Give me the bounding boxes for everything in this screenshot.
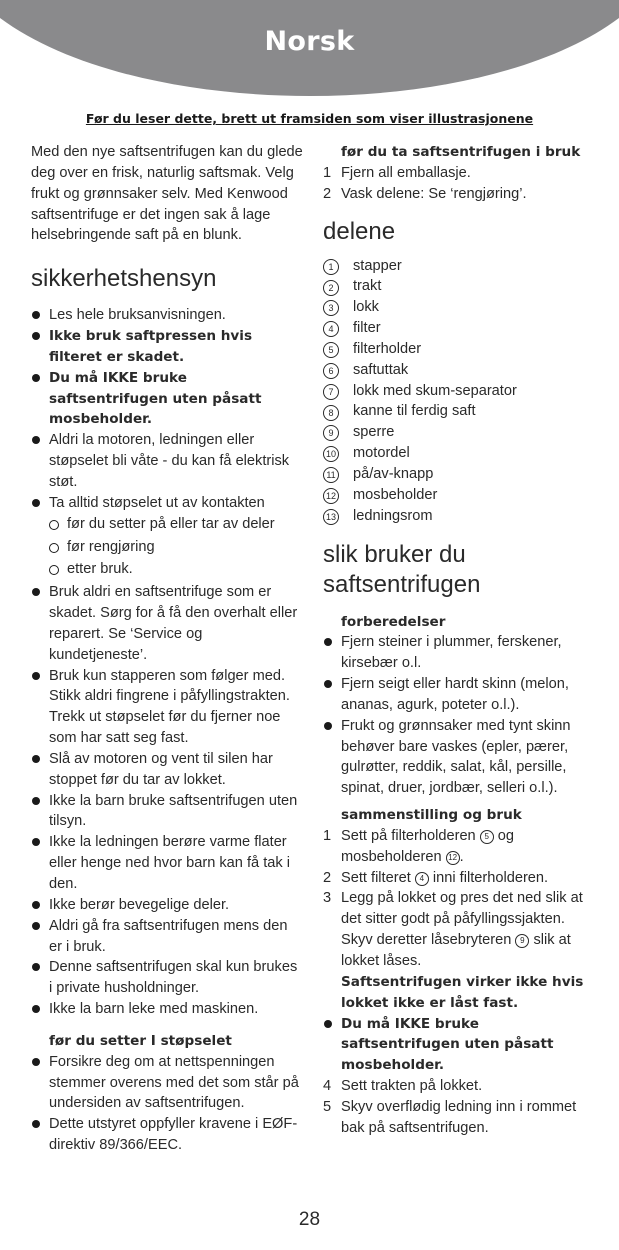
part-number-icon: 4 — [323, 321, 339, 337]
bullet-icon — [32, 838, 40, 846]
part-number-icon: 11 — [323, 467, 339, 483]
part-label: filter — [353, 320, 381, 337]
part-label: lokk — [353, 299, 379, 316]
safety-item: Ikke berør bevegelige deler. — [31, 895, 303, 916]
part-item — [323, 276, 598, 297]
part-item — [323, 381, 598, 402]
part-number-icon: 2 — [323, 280, 339, 296]
part-number-icon: 9 — [323, 425, 339, 441]
part-number-icon: 1 — [323, 259, 339, 275]
assembly-warning: Du må IKKE bruke saftsentrifugen uten påsatt mosbeholder. — [323, 1014, 598, 1077]
part-number-icon: 10 — [323, 446, 339, 462]
plug-item: Dette utstyret oppfyller kravene i EØF-direktiv 89/366/EEC. — [31, 1114, 303, 1156]
part-number-12-icon: 12 — [446, 851, 460, 865]
safety-item: Ta alltid støpselet ut av kontakten — [31, 493, 303, 514]
part-number-9-icon: 9 — [515, 934, 529, 948]
part-number-icon: 13 — [323, 509, 339, 525]
preparation-heading: forberedelser — [341, 613, 446, 630]
bullet-icon — [324, 722, 332, 730]
plug-in-heading: før du setter I støpselet — [49, 1032, 232, 1049]
left-column — [31, 142, 303, 1156]
assembly-step: 1 Sett på filterholderen 5 og mosbeholderen 12 . — [323, 827, 515, 865]
assembly-step: 5 Skyv overflødig ledning inn i rommet bak på saftsentrifugen. — [323, 1098, 577, 1136]
parts-heading: delene — [323, 217, 396, 245]
header-banner — [0, 0, 619, 110]
part-item — [323, 422, 598, 443]
safety-subitem: etter bruk. — [31, 559, 303, 582]
bullet-icon — [324, 1020, 332, 1028]
part-label: filterholder — [353, 340, 422, 357]
bullet-icon — [32, 332, 40, 340]
safety-item: Bruk aldri en saftsentrifuge som er skadet. Sørg for å få den overhalt eller reparert. Se ‘Service og kundetjeneste’. — [31, 582, 303, 665]
safety-subitem: før rengjøring — [31, 537, 303, 560]
safety-heading: sikkerhetshensyn — [31, 265, 217, 293]
part-item — [323, 464, 598, 485]
part-number-icon: 7 — [323, 384, 339, 400]
usage-heading-line2: saftsentrifugen — [323, 570, 481, 598]
safety-subitem: før du setter på eller tar av deler — [31, 514, 303, 537]
bullet-icon — [32, 755, 40, 763]
before-use-step: 1 Fjern all emballasje. — [323, 164, 471, 181]
bullet-icon — [32, 901, 40, 909]
preparation-item: Fjern seigt eller hardt skinn (melon, ananas, agurk, poteter o.l.). — [323, 674, 598, 716]
bullet-icon — [324, 680, 332, 688]
part-item — [323, 443, 598, 464]
safety-item: Denne saftsentrifugen skal kun brukes i private husholdninger. — [31, 957, 303, 999]
bullet-icon — [32, 436, 40, 444]
bullet-icon — [32, 922, 40, 930]
intro-paragraph: Med den nye saftsentrifugen kan du glede deg over en frisk, naturlig saftsmak. Velg frukt og grønnsaker selv. Med Kenwood saftsentrifuge er det ingen sak å lage helsebringende saft på en blunk. — [31, 144, 303, 244]
part-number-5-icon: 5 — [480, 830, 494, 844]
bullet-icon — [32, 963, 40, 971]
circle-bullet-icon — [49, 565, 59, 575]
before-use-heading: før du ta saftsentrifugen i bruk — [341, 144, 581, 160]
part-number-icon: 8 — [323, 405, 339, 421]
part-label: lokk med skum-separator — [353, 382, 517, 399]
assembly-note: Saftsentrifugen virker ikke hvis lokket ikke er låst fast. — [341, 973, 584, 1011]
part-item — [323, 297, 598, 318]
part-number-icon: 5 — [323, 342, 339, 358]
part-item — [323, 485, 598, 506]
part-item — [323, 401, 598, 422]
bullet-icon — [32, 311, 40, 319]
usage-heading-line1: slik bruker du — [323, 540, 466, 568]
bullet-icon — [324, 638, 332, 646]
part-number-icon: 6 — [323, 363, 339, 379]
part-label: motordel — [353, 445, 410, 462]
part-item — [323, 318, 598, 339]
parts-list — [323, 256, 598, 527]
bullet-icon — [32, 1058, 40, 1066]
safety-item: Aldri la motoren, ledningen eller støpselet bli våte - du kan få elektrisk støt. — [31, 430, 303, 493]
part-item — [323, 256, 598, 277]
plug-item: Forsikre deg om at nettspenningen stemmer overens med det som står på undersiden av saftsentrifugen. — [31, 1052, 303, 1115]
part-label: mosbeholder — [353, 486, 438, 503]
part-label: på/av-knapp — [353, 465, 434, 482]
right-column — [323, 142, 598, 1139]
part-label: stapper — [353, 257, 402, 274]
safety-item: Les hele bruksanvisningen. — [31, 305, 303, 326]
bullet-icon — [32, 797, 40, 805]
page-number: 28 — [298, 1209, 321, 1230]
bullet-icon — [32, 499, 40, 507]
part-label: sperre — [353, 424, 395, 441]
language-title: Norsk — [264, 26, 355, 57]
bullet-icon — [32, 374, 40, 382]
bullet-icon — [32, 1005, 40, 1013]
assembly-step: 2 Sett filteret 4 inni filterholderen. — [323, 869, 549, 886]
bullet-icon — [32, 588, 40, 596]
assembly-step: 4 Sett trakten på lokket. — [323, 1078, 483, 1095]
safety-item: Bruk kun stapperen som følger med. Stikk aldri fingrene i påfyllingstrakten. Trekk ut støpselet før du fjerner noe som har satt seg fast. — [31, 666, 303, 749]
safety-item: Ikke bruk saftpressen hvis filteret er skadet. — [31, 326, 303, 368]
circle-bullet-icon — [49, 543, 59, 553]
safety-item: Aldri gå fra saftsentrifugen mens den er i bruk. — [31, 916, 303, 958]
before-use-step: 2 Vask delene: Se ‘rengjøring’. — [323, 185, 527, 202]
assembly-step: 3 Legg på lokket og pres det ned slik at det sitter godt på påfyllingssjakten. Skyv deretter låsebryteren 9 slik at lokket låses. — [323, 890, 583, 969]
preparation-item: Fjern steiner i plummer, ferskener, kirsebær o.l. — [323, 632, 598, 674]
part-number-icon: 3 — [323, 300, 339, 316]
preparation-item: Frukt og grønnsaker med tynt skinn behøver bare vaskes (epler, pærer, gulrøtter, reddik, salat, kål, persille, spinat, druer, jordbær, selleri o.l.). — [323, 716, 598, 799]
fold-out-instruction: Før du leser dette, brett ut framsiden som viser illustrasjonene — [85, 111, 534, 126]
bullet-icon — [32, 672, 40, 680]
safety-item: Ikke la barn bruke saftsentrifugen uten tilsyn. — [31, 791, 303, 833]
part-number-4-icon: 4 — [415, 872, 429, 886]
part-label: trakt — [353, 278, 382, 295]
safety-item: Du må IKKE bruke saftsentrifugen uten påsatt mosbeholder. — [31, 368, 303, 431]
part-item — [323, 360, 598, 381]
part-label: kanne til ferdig saft — [353, 403, 476, 420]
bullet-icon — [32, 1120, 40, 1128]
circle-bullet-icon — [49, 520, 59, 530]
safety-item: Slå av motoren og vent til silen har stoppet før du tar av lokket. — [31, 749, 303, 791]
safety-item: Ikke la ledningen berøre varme flater eller henge ned hvor barn kan få tak i den. — [31, 832, 303, 895]
safety-item: Ikke la barn leke med maskinen. — [31, 999, 303, 1020]
part-label: saftuttak — [353, 361, 409, 378]
part-item — [323, 339, 598, 360]
assembly-heading: sammenstilling og bruk — [341, 807, 522, 824]
part-label: ledningsrom — [353, 507, 433, 524]
part-number-icon: 12 — [323, 488, 339, 504]
part-item — [323, 506, 598, 527]
